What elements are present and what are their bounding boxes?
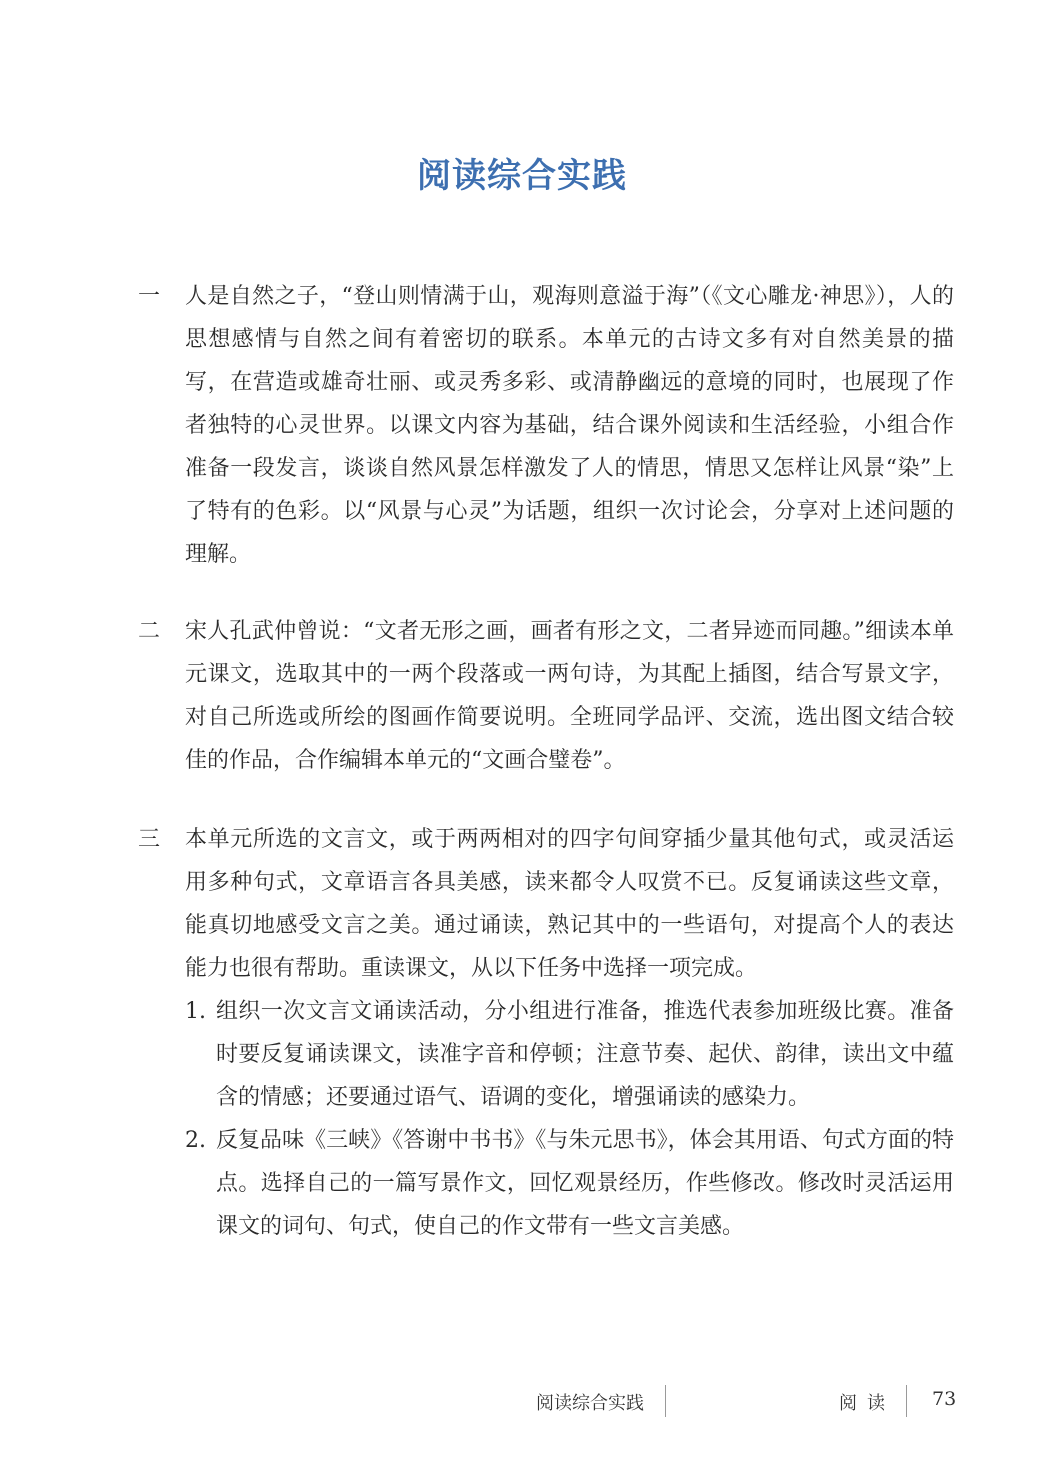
sub-task-text: 组织一次文言文诵读活动，分小组进行准备，推选代表参加班级比赛。准备时要反复诵读课文，读准字音和停顿；注意节奏、起伏、韵律，读出文中蕴含的情感；还要通过语气、语调的变化，增强诵读的感染力。: [216, 999, 954, 1110]
task-text: 人是自然之子，“登山则情满于山，观海则意溢于海”（《文心雕龙·神思》），人的思想感情与自然之间有着密切的联系。本单元的古诗文多有对自然美景的描写，在营造或雄奇壮丽、或灵秀多彩、或清静幽远的意境的同时，也展现了作者独特的心灵世界。以课文内容为基础，结合课外阅读和生活经验，小组合作准备一段发言，谈谈自然风景怎样激发了人的情思，情思又怎样让风景“染”上了特有的色彩。以“风景与心灵”为话题，组织一次讨论会，分享对上述问题的理解。: [185, 284, 954, 567]
task-section-3: [138, 818, 954, 1248]
task-body: [185, 818, 954, 1248]
page-footer: [0, 1385, 1044, 1419]
task-number: 一: [138, 284, 161, 309]
footer-divider: [906, 1385, 907, 1417]
task-section-1: [138, 275, 954, 576]
task-text: 本单元所选的文言文，或于两两相对的四字句间穿插少量其他句式，或灵活运用多种句式，文章语言各具美感，读来都令人叹赏不已。反复诵读这些文章，能真切地感受文言之美。通过诵读，熟记其中的一些语句，对提高个人的表达能力也很有帮助。重读课文，从以下任务中选择一项完成。: [185, 827, 954, 981]
sub-task-item: [185, 990, 954, 1119]
sub-task-item: [185, 1119, 954, 1248]
page-number: 73: [932, 1388, 957, 1410]
task-text: 宋人孔武仲曾说：“文者无形之画，画者有形之文，二者异迹而同趣。”细读本单元课文，选取其中的一两个段落或一两句诗，为其配上插图，结合写景文字，对自己所选或所绘的图画作简要说明。全班同学品评、交流，选出图文结合较佳的作品，合作编辑本单元的“文画合璧卷”。: [185, 619, 954, 773]
sub-task-number: 1.: [185, 999, 206, 1024]
footer-divider: [665, 1385, 666, 1417]
footer-section-name: 阅读综合实践: [536, 1393, 644, 1414]
sub-task-text: 反复品味《三峡》《答谢中书书》《与朱元思书》，体会其用语、句式方面的特点。选择自己的一篇写景作文，回忆观景经历，作些修改。修改时灵活运用课文的词句、句式，使自己的作文带有一些文言美感。: [216, 1128, 954, 1239]
sub-task-number: 2.: [185, 1128, 206, 1153]
page-title: 阅读综合实践: [417, 156, 627, 196]
footer-part-name: 阅读: [839, 1393, 895, 1414]
task-section-2: [138, 610, 954, 782]
task-number: 三: [138, 827, 161, 852]
task-number: 二: [138, 619, 161, 644]
